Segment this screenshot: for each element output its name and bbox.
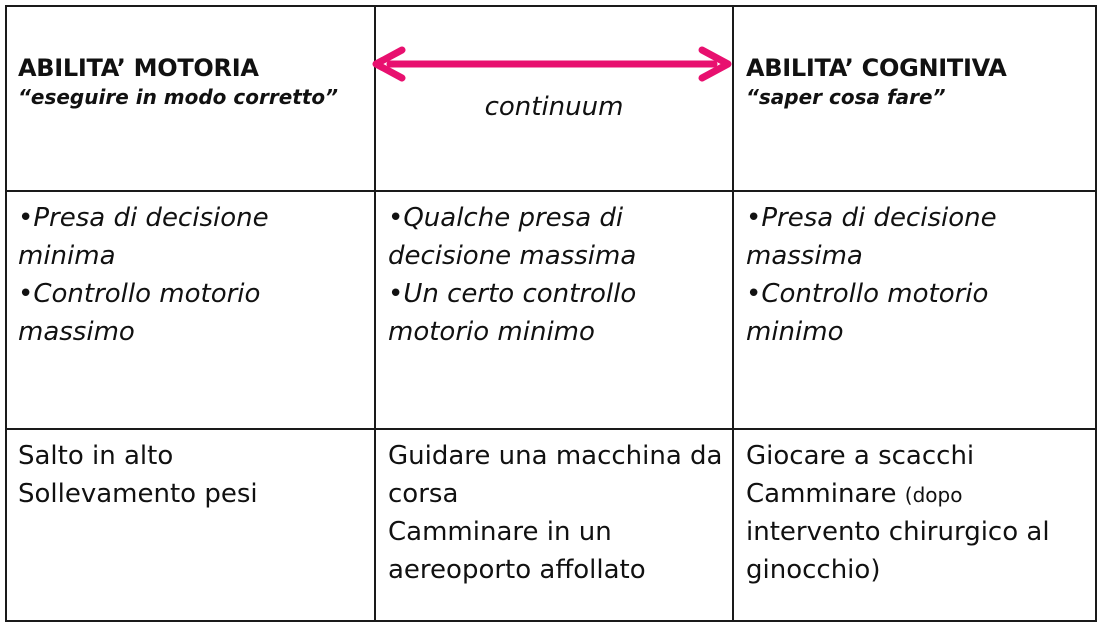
walk-example: Camminare <box>746 479 897 509</box>
list-item: •Qualche presa di <box>388 203 624 233</box>
list-item: minimo <box>746 317 844 347</box>
cognitive-skill-title: ABILITA’ COGNITIVA <box>746 54 1007 82</box>
table-row-divider-1 <box>5 190 1097 192</box>
table-border-right <box>1095 5 1097 622</box>
list-item: Guidare una macchina da <box>388 441 723 471</box>
table-border-bottom <box>5 620 1097 622</box>
continuum-label: continuum <box>484 92 624 122</box>
double-arrow-icon <box>368 44 736 84</box>
list-item: •Presa di decisione minima <box>18 203 269 271</box>
motor-examples <box>18 437 374 513</box>
list-item: Camminare in un <box>388 517 612 547</box>
list-item: •Controllo motorio <box>18 279 261 309</box>
list-item: Sollevamento pesi <box>18 479 258 509</box>
list-item: corsa <box>388 479 459 509</box>
header-left-cell <box>18 53 368 111</box>
cognitive-characteristics <box>746 199 1095 351</box>
list-item: •Un certo controllo <box>388 279 637 309</box>
list-item: decisione massima <box>388 241 637 271</box>
walk-note: (dopo <box>904 483 963 507</box>
motor-characteristics <box>18 199 374 351</box>
table-border-top <box>5 5 1097 7</box>
cognitive-examples <box>746 437 1095 589</box>
list-item: motorio minimo <box>388 317 595 347</box>
header-right-cell <box>746 53 1091 111</box>
cognitive-skill-subtitle: “saper cosa fare” <box>746 85 946 109</box>
walk-note: ginocchio) <box>746 555 881 585</box>
list-item: Salto in alto <box>18 441 174 471</box>
table-border-left <box>5 5 7 622</box>
continuum-characteristics <box>388 199 732 351</box>
table-divider-2 <box>732 5 734 622</box>
motor-skill-title: ABILITA’ MOTORIA <box>18 54 259 82</box>
list-item: •Controllo motorio <box>746 279 989 309</box>
table-row-divider-2 <box>5 428 1097 430</box>
list-item: massima <box>746 241 863 271</box>
walk-note: intervento chirurgico al <box>746 517 1050 547</box>
list-item: massimo <box>18 317 135 347</box>
list-item: aereoporto affollato <box>388 555 646 585</box>
list-item: •Presa di decisione <box>746 203 997 233</box>
list-item <box>746 475 1095 513</box>
continuum-examples <box>388 437 732 589</box>
list-item: Giocare a scacchi <box>746 441 975 471</box>
motor-skill-subtitle: “eseguire in modo corretto” <box>18 85 338 109</box>
